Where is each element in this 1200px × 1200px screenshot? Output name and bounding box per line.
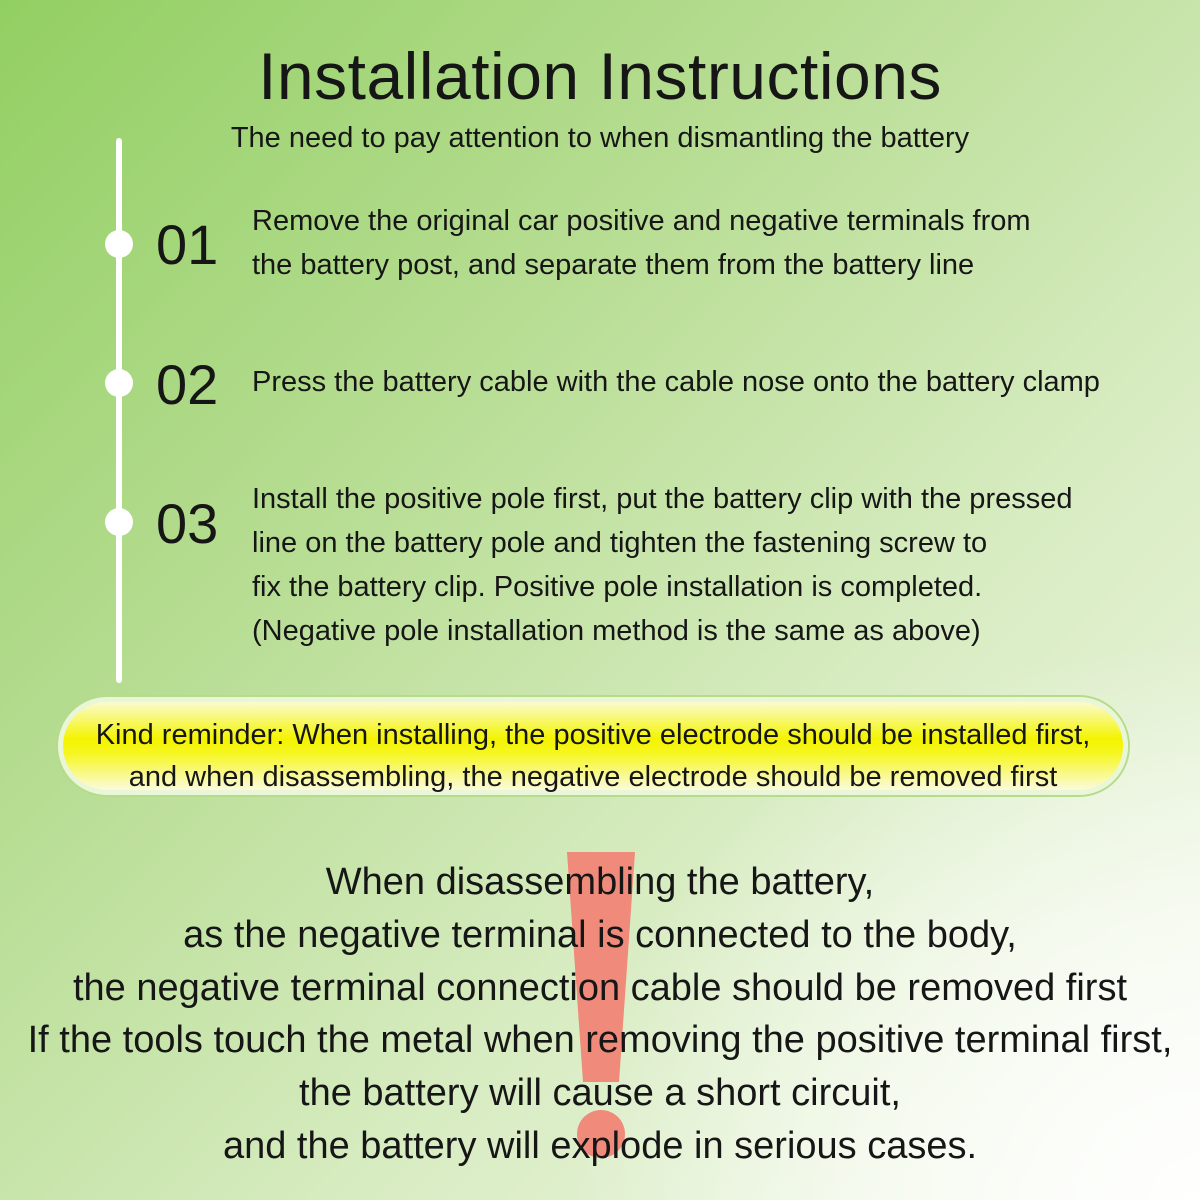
- step-01-line: Remove the original car positive and negative terminals from: [252, 205, 1031, 237]
- reminder-line: and when disassembling, the negative electrode should be removed first: [128, 761, 1058, 793]
- warning-line: If the tools touch the metal when removing the positive terminal first,: [27, 1019, 1173, 1062]
- step-03-line: line on the battery pole and tighten the fastening screw to: [252, 527, 988, 559]
- reminder-line: Kind reminder: When installing, the positive electrode should be installed first,: [95, 719, 1091, 751]
- timeline-dot-01: [105, 230, 133, 258]
- step-03-line: (Negative pole installation method is the same as above): [252, 615, 981, 647]
- warning-line: the negative terminal connection cable should be removed first: [72, 966, 1128, 1009]
- page-subtitle: The need to pay attention to when dismantling the battery: [230, 122, 970, 154]
- step-number-03: 03: [156, 492, 219, 555]
- warning-line: as the negative terminal is connected to the body,: [183, 913, 1017, 956]
- step-01-line: the battery post, and separate them from the battery line: [252, 249, 975, 281]
- step-02-line: Press the battery cable with the cable nose onto the battery clamp: [252, 366, 1100, 398]
- warning-line: and the battery will explode in serious cases.: [222, 1124, 978, 1167]
- timeline-dot-03: [105, 508, 133, 536]
- timeline-dot-02: [105, 369, 133, 397]
- step-text-03: [252, 477, 1152, 653]
- step-03-line: Install the positive pole first, put the battery clip with the pressed: [252, 483, 1073, 515]
- warning-text: [0, 856, 1200, 1173]
- warning-line: When disassembling the battery,: [325, 861, 875, 903]
- timeline-line: [116, 138, 122, 683]
- kind-reminder-banner: [58, 697, 1128, 795]
- step-text-01: [252, 199, 1152, 287]
- warning-line: the battery will cause a short circuit,: [299, 1072, 901, 1115]
- step-number-01: 01: [156, 213, 219, 276]
- step-03-line: fix the battery clip. Positive pole installation is completed.: [252, 571, 983, 603]
- step-text-02: [252, 360, 1152, 404]
- page-title: Installation Instructions: [258, 39, 942, 113]
- step-number-02: 02: [156, 353, 219, 416]
